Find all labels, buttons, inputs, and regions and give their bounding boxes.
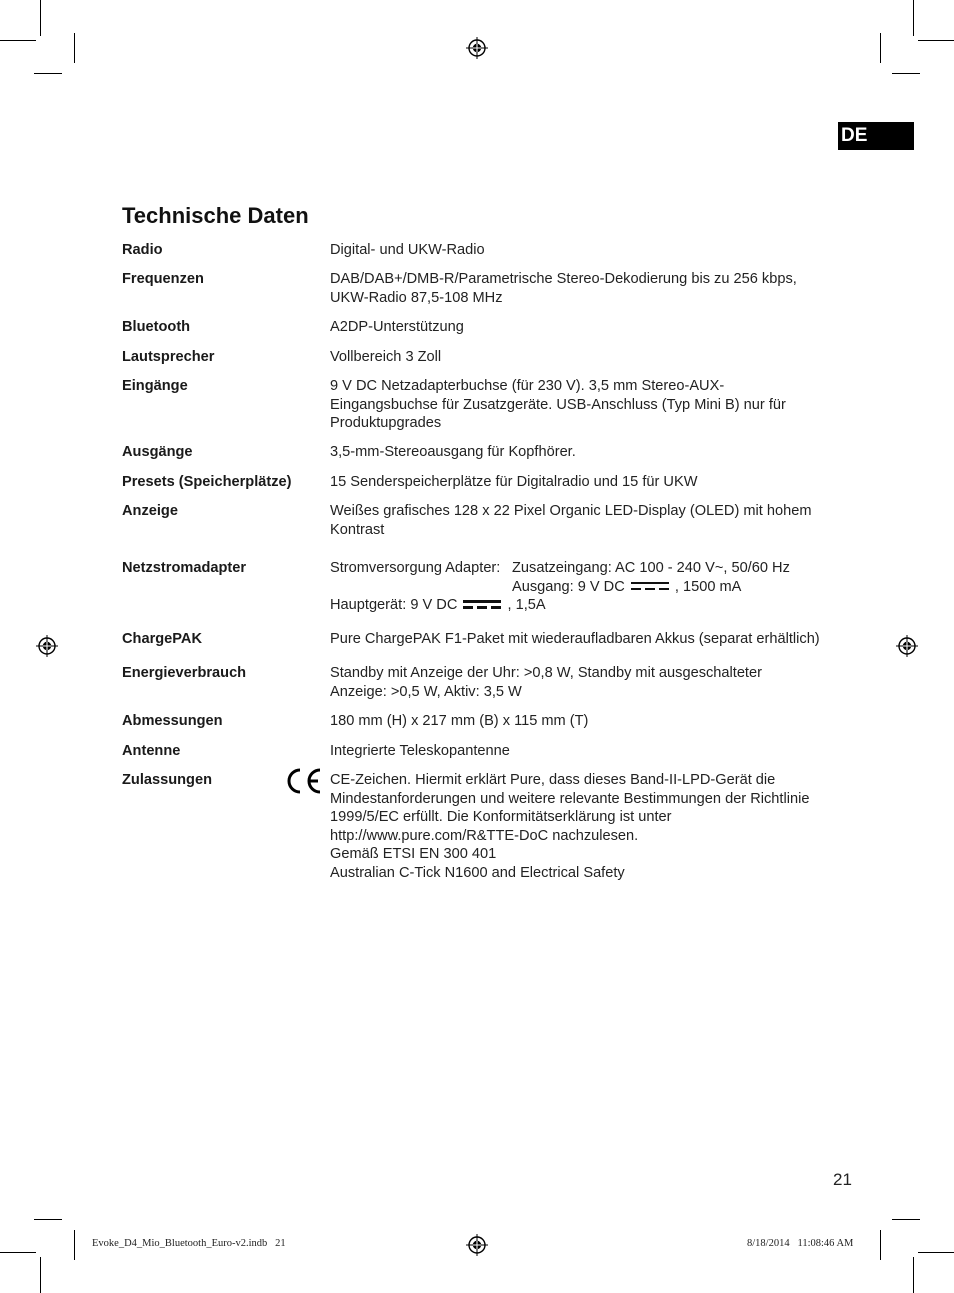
spec-line xyxy=(330,596,835,615)
crop-mark xyxy=(40,0,41,36)
spec-label: Eingänge xyxy=(122,378,188,394)
spec-line: Integrierte Teleskopantenne xyxy=(330,743,510,759)
spec-value xyxy=(330,241,835,260)
spec-label: Zulassungen xyxy=(122,772,213,788)
spec-line: Kontrast xyxy=(330,521,385,538)
spec-label: Energieverbrauch xyxy=(122,665,247,681)
spec-label: Abmessungen xyxy=(122,713,223,729)
spec-value xyxy=(330,318,835,337)
spec-label: Anzeige xyxy=(122,503,178,519)
adapter-output-text: Ausgang: 9 V DC xyxy=(512,578,625,595)
crop-mark xyxy=(918,1252,954,1253)
spec-line: 180 mm (H) x 217 mm (B) x 115 mm (T) xyxy=(330,713,589,729)
spec-value xyxy=(330,377,835,433)
dc-symbol-icon xyxy=(463,599,501,610)
spec-value xyxy=(330,742,835,761)
spec-value xyxy=(330,630,835,649)
crop-mark xyxy=(34,1219,62,1220)
spec-line: Standby mit Anzeige der Uhr: >0,8 W, Standby mit ausgeschalteter xyxy=(330,665,762,681)
language-tab: DE xyxy=(838,122,914,150)
main-unit-text: Hauptgerät: 9 V DC xyxy=(330,597,458,613)
adapter-label: Stromversorgung Adapter: xyxy=(330,560,501,576)
spec-line: UKW-Radio 87,5-108 MHz xyxy=(330,289,503,306)
crop-mark xyxy=(913,1257,914,1293)
crop-mark xyxy=(0,40,36,41)
page-number: 21 xyxy=(833,1170,852,1189)
spec-line: Anzeige: >0,5 W, Aktiv: 3,5 W xyxy=(330,683,522,700)
spec-line: Mindestanforderungen und weitere relevante Bestimmungen der Richtlinie xyxy=(330,790,810,807)
spec-label: Ausgänge xyxy=(122,444,193,460)
registration-mark-icon xyxy=(466,1234,488,1256)
spec-label: Frequenzen xyxy=(122,271,204,287)
spec-value xyxy=(330,502,835,539)
spec-line: Eingangsbuchse für Zusatzgeräte. USB-Anschluss (Typ Mini B) nur für xyxy=(330,396,786,413)
spec-value xyxy=(330,348,835,367)
spec-label: Radio xyxy=(122,242,163,258)
dc-symbol-icon xyxy=(631,581,669,592)
spec-value xyxy=(330,771,835,882)
slug-filename: Evoke_D4_Mio_Bluetooth_Euro-v2.indb 21 xyxy=(92,1238,286,1249)
spec-value xyxy=(330,270,835,307)
crop-mark xyxy=(40,1257,41,1293)
spec-line: Pure ChargePAK F1-Paket mit wiederaufladbaren Akkus (separat erhältlich) xyxy=(330,631,820,647)
ce-mark-icon xyxy=(285,766,323,796)
crop-mark xyxy=(74,33,75,63)
spec-line: Gemäß ETSI EN 300 401 xyxy=(330,846,497,862)
crop-mark xyxy=(918,40,954,41)
spec-value xyxy=(330,443,835,462)
crop-mark xyxy=(880,33,881,63)
spec-line: DAB/DAB+/DMB-R/Parametrische Stereo-Dekodierung bis zu 256 kbps, xyxy=(330,271,797,287)
registration-mark-icon xyxy=(36,635,58,657)
spec-value xyxy=(330,473,835,492)
spec-line: Digital- und UKW-Radio xyxy=(330,242,485,258)
spec-line xyxy=(330,559,835,578)
slug-timestamp: 8/18/2014 11:08:46 AM xyxy=(747,1238,854,1249)
spec-line: Weißes grafisches 128 x 22 Pixel Organic LED-Display (OLED) mit hohem xyxy=(330,503,812,519)
spec-line: 3,5-mm-Stereoausgang für Kopfhörer. xyxy=(330,444,576,460)
spec-label: ChargePAK xyxy=(122,631,203,647)
crop-mark xyxy=(892,1219,920,1220)
crop-mark xyxy=(913,0,914,36)
spec-line: 15 Senderspeicherplätze für Digitalradio und 15 für UKW xyxy=(330,474,698,490)
spec-value xyxy=(330,712,835,731)
adapter-output-current: , 1500 mA xyxy=(674,578,742,595)
spec-label: Antenne xyxy=(122,743,181,759)
spec-label: Bluetooth xyxy=(122,319,191,335)
adapter-input: Zusatzeingang: AC 100 - 240 V~, 50/60 Hz xyxy=(512,560,790,576)
spec-line xyxy=(330,578,835,597)
spec-line: http://www.pure.com/R&TTE-DoC nachzulesen. xyxy=(330,827,639,844)
spec-line: Produktupgrades xyxy=(330,415,442,431)
spec-line: 9 V DC Netzadapterbuchse (für 230 V). 3,5 mm Stereo-AUX- xyxy=(330,378,725,394)
spec-value xyxy=(330,559,835,615)
spec-label: Netzstromadapter xyxy=(122,560,247,576)
spec-line: A2DP-Unterstützung xyxy=(330,319,464,335)
spec-label: Lautsprecher xyxy=(122,349,215,365)
registration-mark-icon xyxy=(896,635,918,657)
registration-mark-icon xyxy=(466,37,488,59)
spec-label: Presets (Speicherplätze) xyxy=(122,474,292,490)
crop-mark xyxy=(880,1230,881,1260)
spec-line: Vollbereich 3 Zoll xyxy=(330,349,442,365)
crop-mark xyxy=(0,1252,36,1253)
spec-line: CE-Zeichen. Hiermit erklärt Pure, dass dieses Band-II-LPD-Gerät die xyxy=(330,772,776,788)
crop-mark xyxy=(892,73,920,74)
page-title: Technische Daten xyxy=(122,203,309,228)
crop-mark xyxy=(74,1230,75,1260)
spec-line: 1999/5/EC erfüllt. Die Konformitätserklärung ist unter xyxy=(330,809,672,825)
spec-value xyxy=(330,664,835,701)
main-unit-current: , 1,5A xyxy=(507,597,546,613)
crop-mark xyxy=(34,73,62,74)
spec-line: Australian C-Tick N1600 and Electrical Safety xyxy=(330,864,625,881)
